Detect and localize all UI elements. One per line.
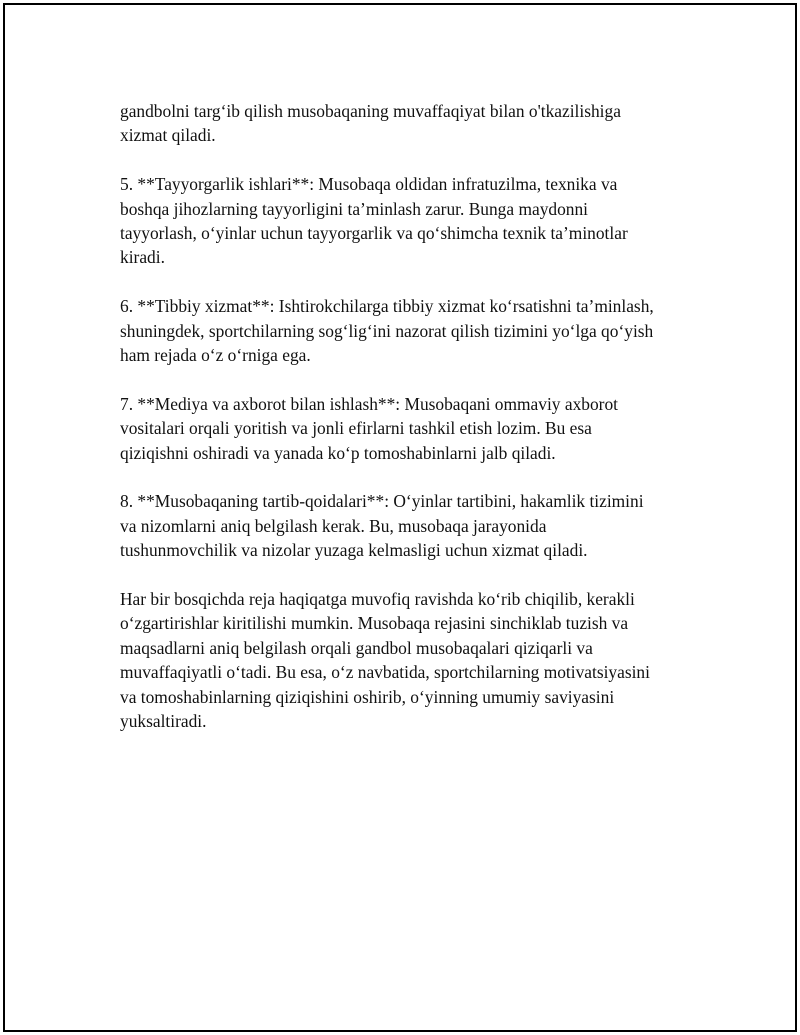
page-frame — [3, 3, 797, 1032]
text-line: 5. **Tayyorgarlik ishlari**: Musobaqa oldidan infratuzilma, texnika va — [120, 174, 618, 195]
text-line: 7. **Mediya va axborot bilan ishlash**: Musobaqani ommaviy axborot — [120, 393, 618, 414]
text-line: Har bir bosqichda reja haqiqatga muvofiq ravishda ko‘rib chiqilib, kerakli — [120, 589, 635, 610]
paragraph-continuation — [120, 99, 695, 148]
text-line: tayyorlash, o‘yinlar uchun tayyorgarlik va qo‘shimcha texnik ta’minotlar — [120, 223, 628, 244]
paragraph-conclusion — [120, 587, 695, 733]
document-body — [120, 99, 695, 758]
text-line: gandbolni targ‘ib qilish musobaqaning muvaffaqiyat bilan o'tkazilishiga — [120, 101, 621, 121]
text-line: va nizomlarni aniq belgilash kerak. Bu, musobaqa jarayonida — [120, 515, 547, 536]
text-line: va tomoshabinlarning qiziqishini oshirib, o‘yinning umumiy saviyasini — [120, 686, 615, 707]
text-line: o‘zgartirishlar kiritilishi mumkin. Musobaqa rejasini sinchiklab tuzish va — [120, 613, 629, 634]
paragraph-item-5 — [120, 172, 695, 270]
text-line: kiradi. — [120, 247, 165, 268]
text-line: yuksaltiradi. — [120, 711, 207, 732]
paragraph-item-8 — [120, 489, 695, 562]
paragraph-item-6 — [120, 294, 695, 367]
text-line: muvaffaqiyatli o‘tadi. Bu esa, o‘z navbatida, sportchilarning motivatsiyasini — [120, 662, 650, 683]
text-line: vositalari orqali yoritish va jonli efirlarni tashkil etish lozim. Bu esa — [120, 418, 592, 439]
text-line: shuningdek, sportchilarning sog‘lig‘ini nazorat qilish tizimini yo‘lga qo‘yish — [120, 320, 654, 341]
text-line: 8. **Musobaqaning tartib-qoidalari**: O‘yinlar tartibini, hakamlik tizimini — [120, 491, 644, 512]
text-line: qiziqishni oshiradi va yanada ko‘p tomoshabinlarni jalb qiladi. — [120, 442, 556, 463]
text-line: xizmat qiladi. — [120, 125, 216, 146]
text-line: tushunmovchilik va nizolar yuzaga kelmasligi uchun xizmat qiladi. — [120, 540, 588, 561]
paragraph-item-7 — [120, 392, 695, 465]
text-line: boshqa jihozlarning tayyorligini ta’minlash zarur. Bunga maydonni — [120, 198, 589, 219]
text-line: ham rejada o‘z o‘rniga ega. — [120, 345, 311, 366]
text-line: 6. **Tibbiy xizmat**: Ishtirokchilarga tibbiy xizmat ko‘rsatishni ta’minlash, — [120, 296, 654, 317]
text-line: maqsadlarni aniq belgilash orqali gandbol musobaqalari qiziqarli va — [120, 637, 593, 658]
